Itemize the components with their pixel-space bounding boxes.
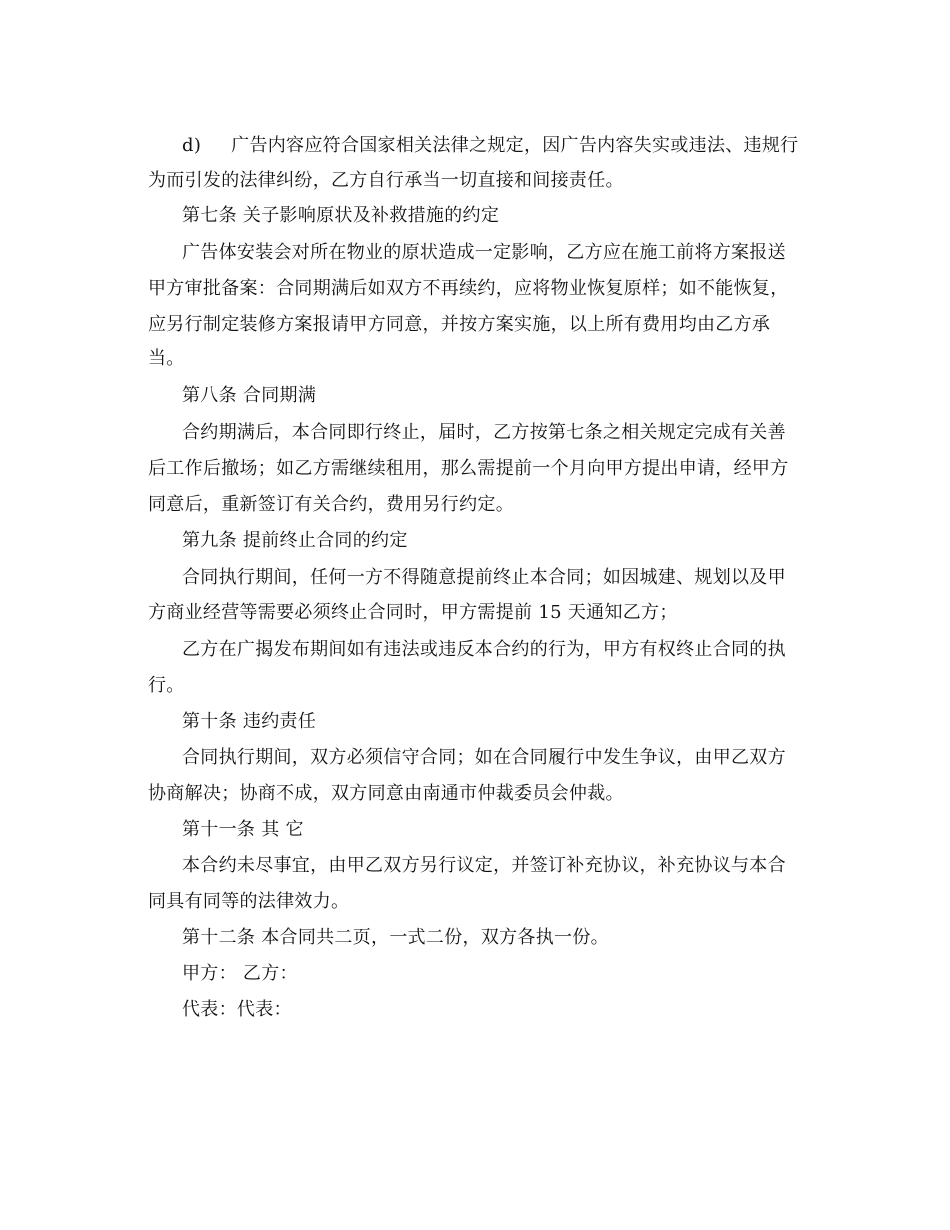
- item-d-label: d): [182, 135, 202, 156]
- article-8-line-3: 同意后，重新签订有关合约，费用另行约定。: [148, 494, 514, 515]
- article-7-heading: 第七条 关子影响原状及补救措施的约定: [182, 205, 500, 226]
- article-9-line-4: 行。: [148, 675, 185, 696]
- article-7-line-2: 甲方审批备案：合同期满后如双方不再续约，应将物业恢复原样；如不能恢复，: [148, 278, 789, 299]
- article-10-line-1: 合同执行期间，双方必须信守合同；如在合同履行中发生争议，由甲乙双方: [182, 747, 786, 768]
- article-12-heading: 第十二条 本合同共二页，一式二份，双方各执一份。: [182, 927, 609, 948]
- item-d-line-1: [182, 134, 798, 158]
- article-10-heading: 第十条 违约责任: [182, 711, 317, 732]
- article-11-heading: 第十一条 其 它: [182, 819, 304, 840]
- article-8-line-2: 后工作后撤场；如乙方需继续租用，那么需提前一个月向甲方提出申请，经甲方: [148, 458, 789, 479]
- article-9-heading: 第九条 提前终止合同的约定: [182, 530, 408, 551]
- signature-representatives: 代表：代表：: [182, 999, 292, 1020]
- signature-parties: 甲方： 乙方：: [182, 963, 298, 984]
- article-7-line-3: 应另行制定装修方案报请甲方同意，并按方案实施，以上所有费用均由乙方承: [148, 314, 771, 335]
- article-7-line-4: 当。: [148, 348, 185, 369]
- article-8-heading: 第八条 合同期满: [182, 385, 317, 406]
- article-11-line-2: 同具有同等的法律效力。: [148, 891, 350, 912]
- article-9-line-3: 乙方在广揭发布期间如有违法或违反本合约的行为，甲方有权终止合同的执: [182, 639, 786, 660]
- article-7-line-1: 广告体安装会对所在物业的原状造成一定影响，乙方应在施工前将方案报送: [182, 242, 786, 263]
- article-9-line-2: 方商业经营等需要必须终止合同时，甲方需提前 15 天通知乙方；: [148, 602, 678, 623]
- item-d-line-2: 为而引发的法律纠纷，乙方自行承当一切直接和间接责任。: [148, 170, 624, 191]
- article-8-line-1: 合约期满后，本合同即行终止，届时，乙方按第七条之相关规定完成有关善: [182, 422, 786, 443]
- item-d-text: 广告内容应符合国家相关法律之规定，因广告内容失实或违法、违规行: [231, 135, 799, 156]
- article-9-line-1: 合同执行期间，任何一方不得随意提前终止本合同；如因城建、规划以及甲: [182, 567, 786, 588]
- article-10-line-2: 协商解决；协商不成，双方同意由南通市仲裁委员会仲裁。: [148, 783, 624, 804]
- article-11-line-1: 本合约未尽事宜，由甲乙双方另行议定，并签订补充协议，补充协议与本合: [182, 855, 786, 876]
